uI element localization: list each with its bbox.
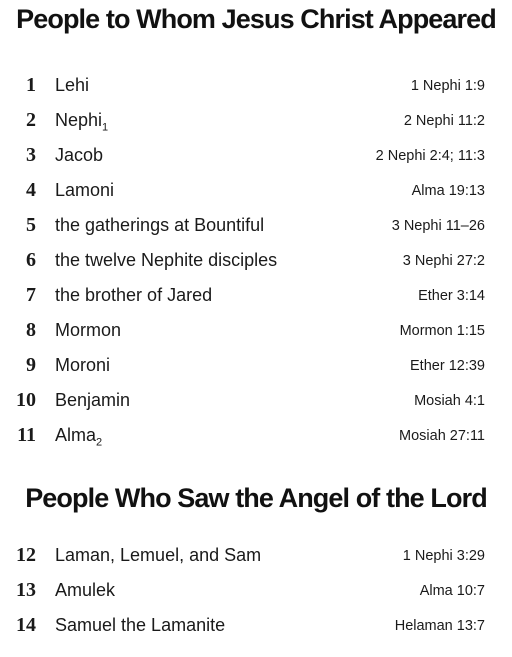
list-item — [0, 105, 512, 135]
scripture-reference: Alma 19:13 — [411, 183, 485, 199]
person-name — [55, 245, 277, 275]
person-name — [55, 385, 130, 415]
name-subscript: 2 — [96, 436, 103, 449]
scripture-reference: 1 Nephi 3:29 — [402, 548, 485, 564]
person-name — [55, 280, 212, 310]
person-name — [55, 175, 114, 205]
scripture-reference: Helaman 13:7 — [394, 618, 485, 634]
person-name — [55, 315, 121, 345]
item-number: 3 — [26, 144, 36, 166]
section-heading-jesus-appeared: People to Whom Jesus Christ Appeared — [16, 4, 496, 34]
list-item — [0, 280, 512, 310]
item-number: 1 — [26, 74, 36, 96]
scripture-reference: Mormon 1:15 — [399, 323, 485, 339]
item-number: 8 — [26, 319, 36, 341]
person-name-text: the brother of Jared — [55, 285, 213, 305]
item-number: 9 — [26, 354, 36, 376]
person-name-text: Alma — [55, 425, 97, 445]
person-name-text: Lamoni — [55, 180, 115, 200]
person-name-text: Laman, Lemuel, and Sam — [55, 545, 262, 565]
scripture-reference: Alma 10:7 — [419, 583, 485, 599]
section-heading-angel: People Who Saw the Angel of the Lord — [25, 483, 487, 513]
person-name-text: the twelve Nephite disciples — [55, 250, 278, 270]
list-item — [0, 210, 512, 240]
person-name — [55, 70, 89, 100]
scripture-reference: 3 Nephi 27:2 — [402, 253, 485, 269]
list-item — [0, 175, 512, 205]
person-name — [55, 210, 264, 240]
person-name — [55, 140, 103, 170]
person-name — [55, 575, 115, 605]
person-name — [55, 350, 110, 380]
list-item — [0, 70, 512, 100]
person-name — [55, 420, 102, 450]
item-number: 14 — [16, 614, 36, 636]
name-subscript: 1 — [102, 121, 109, 134]
list-item — [0, 315, 512, 345]
person-name-text: the gatherings at Bountiful — [55, 215, 265, 235]
person-name-text: Nephi — [55, 110, 103, 130]
person-name — [55, 610, 225, 640]
scripture-reference: 1 Nephi 1:9 — [410, 78, 485, 94]
item-number: 10 — [16, 389, 36, 411]
item-number: 12 — [16, 544, 36, 566]
scripture-reference: 3 Nephi 11–26 — [391, 218, 485, 234]
list-item — [0, 575, 512, 605]
list-item — [0, 540, 512, 570]
person-name-text: Jacob — [55, 145, 104, 165]
person-name-text: Samuel the Lamanite — [55, 615, 226, 635]
list-item — [0, 245, 512, 275]
list-item — [0, 385, 512, 415]
list-item — [0, 350, 512, 380]
list-item — [0, 610, 512, 640]
list-item — [0, 420, 512, 450]
scripture-reference: 2 Nephi 11:2 — [403, 113, 485, 129]
scripture-reference: Mosiah 27:11 — [399, 428, 485, 444]
item-number: 7 — [26, 284, 36, 306]
person-name-text: Benjamin — [55, 390, 131, 410]
scripture-reference: Ether 12:39 — [410, 358, 485, 374]
item-number: 5 — [26, 214, 36, 236]
person-name — [55, 105, 108, 135]
list-item — [0, 140, 512, 170]
scripture-reference: Mosiah 4:1 — [414, 393, 485, 409]
person-name-text: Amulek — [55, 580, 116, 600]
item-number: 2 — [26, 109, 36, 131]
scripture-reference: 2 Nephi 2:4; 11:3 — [375, 148, 485, 164]
person-name-text: Lehi — [55, 75, 90, 95]
person-name-text: Moroni — [55, 355, 111, 375]
item-number: 4 — [26, 179, 36, 201]
person-name-text: Mormon — [55, 320, 122, 340]
scripture-reference: Ether 3:14 — [418, 288, 485, 304]
item-number: 6 — [26, 249, 36, 271]
item-number: 13 — [16, 579, 36, 601]
item-number: 11 — [17, 424, 36, 446]
person-name — [55, 540, 261, 570]
